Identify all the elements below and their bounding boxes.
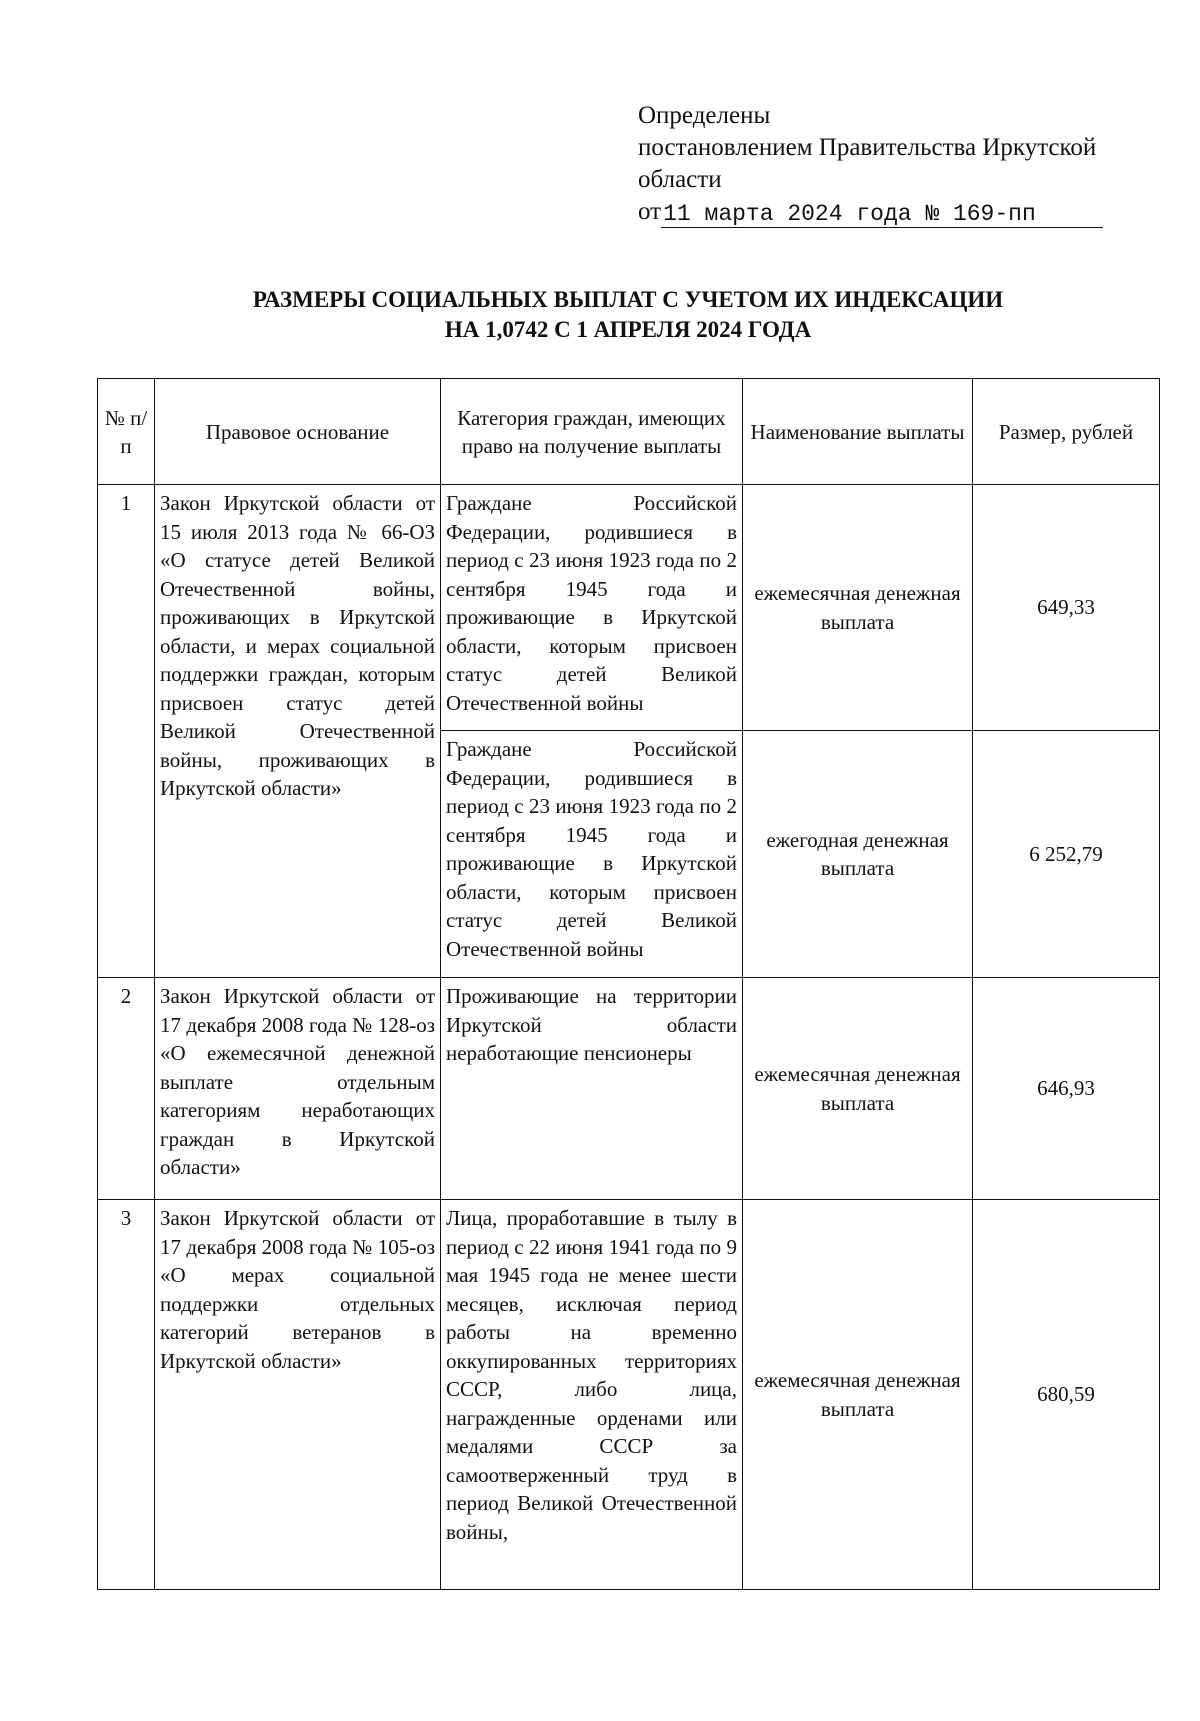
row-3-num: 3	[98, 1200, 155, 1590]
table-row	[98, 485, 1160, 731]
row-1b-category: Граждане Российской Федерации, родившиеся в период с 23 июня 1923 года по 2 сентября 1945 года и проживающие в Иркутской области, которым присвоен статус детей Великой Отечественной войны	[441, 731, 743, 978]
row-1b-payment: ежегодная денежная выплата	[743, 731, 973, 978]
date-value: 11 марта 2024 года № 169-пп	[661, 201, 1103, 228]
row-3-basis: Закон Иркутской области от 17 декабря 2008 года № 105-оз «О мерах социальной поддержки отдельных категорий ветеранов в Иркутской области»	[155, 1200, 441, 1590]
table-header-row	[98, 379, 1160, 485]
table-row	[98, 978, 1160, 1200]
approval-date-line	[638, 196, 1178, 228]
title-line-1: РАЗМЕРЫ СОЦИАЛЬНЫХ ВЫПЛАТ С УЧЕТОМ ИХ ИНДЕКСАЦИИ	[252, 287, 1004, 312]
row-3-amount: 680,59	[973, 1200, 1160, 1590]
row-2-amount: 646,93	[973, 978, 1160, 1200]
row-2-num: 2	[98, 978, 155, 1200]
row-1-basis: Закон Иркутской области от 15 июля 2013 года № 66-ОЗ «О статусе детей Великой Отечественной войны, проживающих в Иркутской области, и мерах социальной поддержки граждан, которым присвоен статус детей Великой Отечественной войны, проживающих в Иркутской области»	[155, 485, 441, 978]
row-1a-payment: ежемесячная денежная выплата	[743, 485, 973, 731]
payments-table	[97, 378, 1160, 1590]
title-line-2: НА 1,0742 С 1 АПРЕЛЯ 2024 ГОДА	[444, 317, 812, 342]
header-amount: Размер, рублей	[973, 379, 1160, 485]
row-3-payment: ежемесячная денежная выплата	[743, 1200, 973, 1590]
document-title	[96, 285, 1160, 345]
row-2-payment: ежемесячная денежная выплата	[743, 978, 973, 1200]
row-1a-category: Граждане Российской Федерации, родившиеся в период с 23 июня 1923 года по 2 сентября 1945 года и проживающие в Иркутской области, которым присвоен статус детей Великой Отечественной войны	[441, 485, 743, 731]
row-1b-amount: 6 252,79	[973, 731, 1160, 978]
approval-line-2: постановлением Правительства Иркутской	[638, 134, 1097, 161]
header-payment: Наименование выплаты	[743, 379, 973, 485]
row-2-basis: Закон Иркутской области от 17 декабря 2008 года № 128-оз «О ежемесячной денежной выплате отдельным категориям неработающих граждан в Иркутской области»	[155, 978, 441, 1200]
approval-header	[638, 100, 1178, 228]
row-2-category: Проживающие на территории Иркутской области неработающие пенсионеры	[441, 978, 743, 1200]
table-row	[98, 1200, 1160, 1590]
row-1-num: 1	[98, 485, 155, 978]
row-1a-amount: 649,33	[973, 485, 1160, 731]
header-basis: Правовое основание	[155, 379, 441, 485]
row-3-category: Лица, проработавшие в тылу в период с 22 июня 1941 года по 9 мая 1945 года не менее шести месяцев, исключая период работы на временно оккупированных территориях СССР, либо лица, награжденные орденами или медалями СССР за самоотверженный труд в период Великой Отечественной войны,	[441, 1200, 743, 1590]
approval-line-3: области	[638, 166, 722, 193]
date-prefix: от	[638, 198, 662, 225]
header-num: № п/п	[98, 379, 155, 485]
header-category: Категория граждан, имеющих право на получение выплаты	[441, 379, 743, 485]
approval-line-1: Определены	[638, 102, 771, 129]
